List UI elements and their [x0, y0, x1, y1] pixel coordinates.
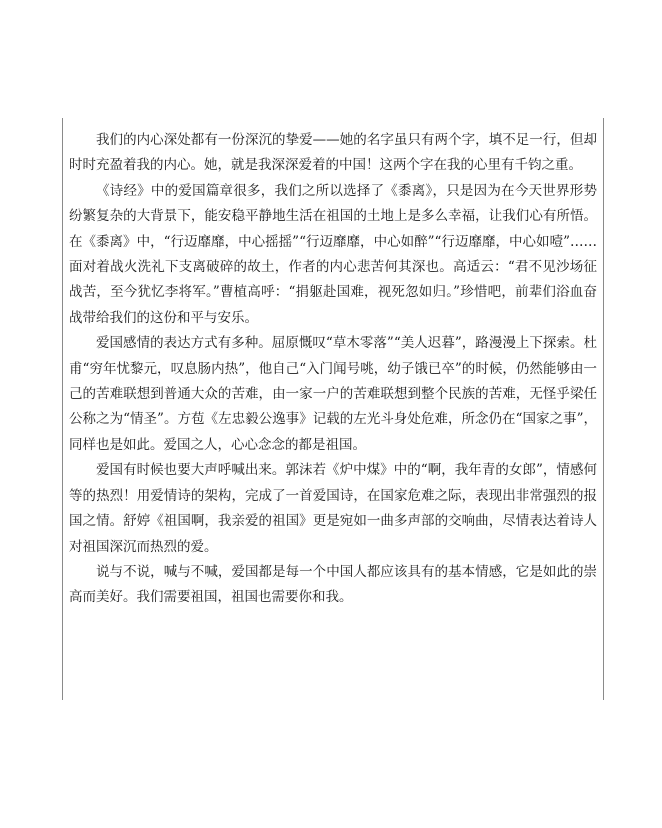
paragraph-4: 爱国有时候也要大声呼喊出来。郭沫若《炉中煤》中的“啊，我年青的女郎”，情感何等的热烈！用爱情诗的架构，完成了一首爱国诗，在国家危难之际，表现出非常强烈的报国之情。舒婷《祖国啊，我亲爱的祖国》更是宛如一曲多声部的交响曲，尽情表达着诗人对祖国深沉而热烈的爱。: [69, 462, 597, 555]
paragraph-2: 《诗经》中的爱国篇章很多，我们之所以选择了《黍离》，只是因为在今天世界形势纷繁复杂的大背景下，能安稳平静地生活在祖国的土地上是多么幸福，让我们心有所悟。在《黍离》中，“行迈靡靡，中心摇摇”“行迈靡靡，中心如醉”“行迈靡靡，中心如噎”……面对着战火洗礼下支离破碎的故土，作者的内心悲苦何其深也。高适云：“君不见沙场征战苦，至今犹忆李将军。”曹植高呼：“捐躯赴国难，视死忽如归。”珍惜吧，前辈们浴血奋战带给我们的这份和平与安乐。: [69, 182, 597, 326]
paragraph-3: 爱国感情的表达方式有多种。屈原慨叹“草木零落”“美人迟暮”，路漫漫上下探索。杜甫“穷年忧黎元，叹息肠内热”，他自己“入门闻号咷，幼子饿已卒”的时候，仍然能够由一己的苦难联想到普通大众的苦难，由一家一户的苦难联想到整个民族的苦难，无怪乎梁任公称之为“情圣”。方苞《左忠毅公逸事》记载的左光斗身处危难，所念仍在“国家之事”，同样也是如此。爱国之人，心心念念的都是祖国。: [69, 335, 597, 453]
essay-text-block: [62, 118, 604, 700]
paragraph-5: 说与不说，喊与不喊，爱国都是每一个中国人都应该具有的基本情感，它是如此的崇高而美好。我们需要祖国，祖国也需要你和我。: [69, 563, 597, 606]
paragraph-1: 我们的内心深处都有一份深沉的挚爱——她的名字虽只有两个字，填不足一行，但却时时充盈着我的内心。她，就是我深深爱着的中国！这两个字在我的心里有千钧之重。: [69, 132, 597, 174]
essay-body: [63, 128, 603, 611]
